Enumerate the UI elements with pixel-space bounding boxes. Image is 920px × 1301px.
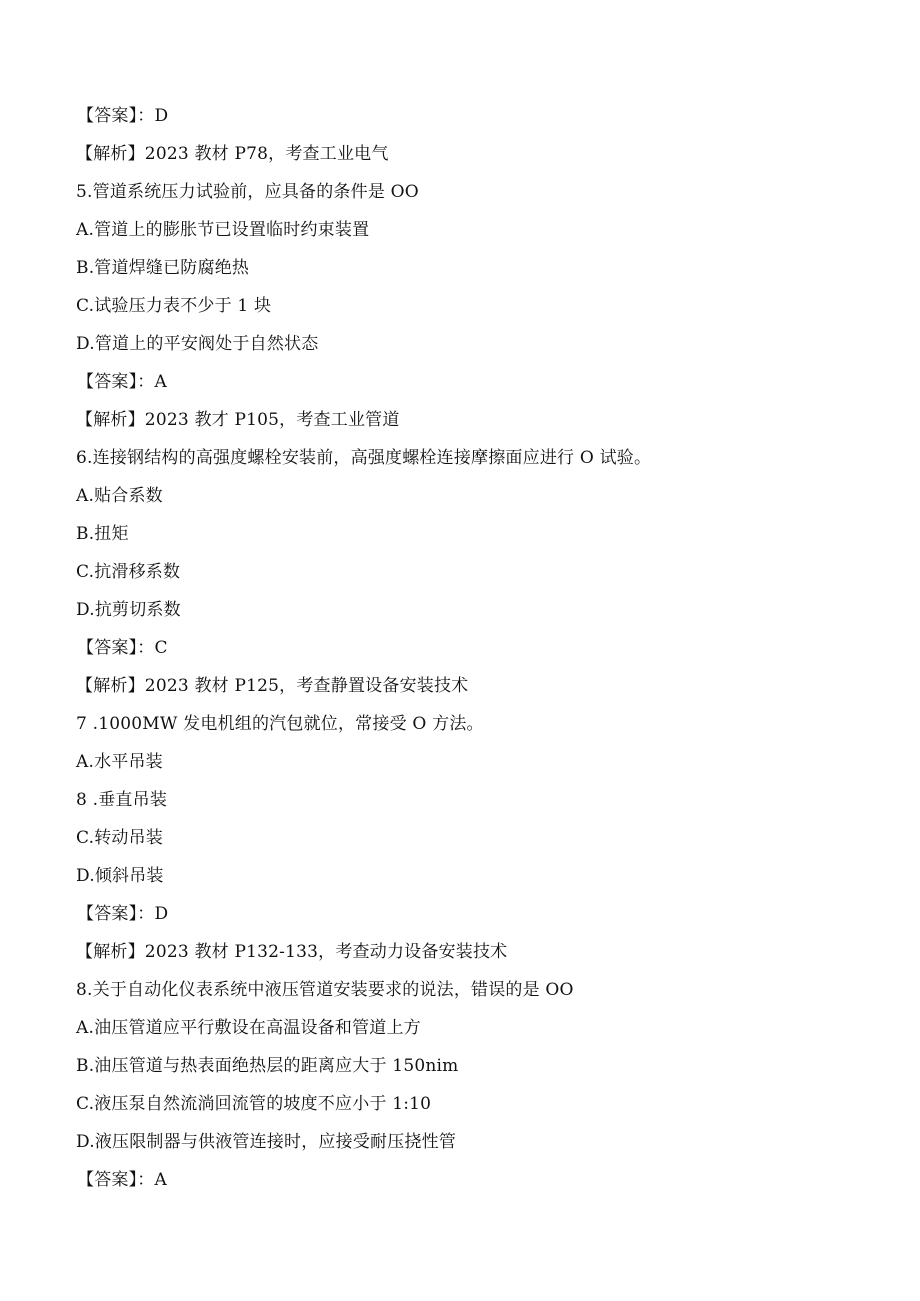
option-b: B.管道焊缝已防腐绝热 [76, 258, 250, 278]
option-d: D.抗剪切系数 [76, 600, 181, 620]
option-c: C.转动吊装 [76, 828, 164, 848]
document-body [76, 104, 896, 1206]
option-a: A.贴合系数 [76, 486, 163, 506]
question-6: 6.连接钢结构的高强度螺栓安装前，高强度螺栓连接摩擦面应进行 O 试验。 [76, 448, 652, 468]
question-5: 5.管道系统压力试验前，应具备的条件是 OO [76, 182, 419, 202]
option-b: B.扭矩 [76, 524, 129, 544]
option-d: D.倾斜吊装 [76, 866, 164, 886]
explanation-line: 【解析】2023 教材 P132-133，考查动力设备安装技术 [76, 942, 508, 962]
question-8: 8.关于自动化仪表系统中液压管道安装要求的说法，错误的是 OO [76, 980, 574, 1000]
option-d: D.管道上的平安阀处于自然状态 [76, 334, 319, 354]
explanation-line: 【解析】2023 教才 P105，考查工业管道 [76, 410, 400, 430]
option-a: A.水平吊装 [76, 752, 163, 772]
question-7: 7 .1000MW 发电机组的汽包就位，常接受 O 方法。 [76, 714, 484, 734]
option-b: 8 .垂直吊装 [76, 790, 168, 810]
option-d: D.液压限制器与供液管连接时，应接受耐压挠性管 [76, 1132, 457, 1152]
answer-line: 【答案】：D [77, 106, 169, 126]
option-c: C.液压泵自然流淌回流管的坡度不应小于 1:10 [76, 1094, 432, 1114]
explanation-line: 【解析】2023 教材 P125，考查静置设备安装技术 [76, 676, 469, 696]
answer-line: 【答案】：A [77, 372, 167, 392]
answer-line: 【答案】：A [77, 1170, 167, 1190]
option-c: C.试验压力表不少于 1 块 [76, 296, 272, 316]
explanation-line: 【解析】2023 教材 P78，考查工业电气 [76, 144, 389, 164]
option-a: A.油压管道应平行敷设在高温设备和管道上方 [76, 1018, 421, 1038]
answer-line: 【答案】：C [77, 638, 168, 658]
option-a: A.管道上的膨胀节已设置临时约束装置 [76, 220, 370, 240]
option-c: C.抗滑移系数 [76, 562, 181, 582]
option-b: B.油压管道与热表面绝热层的距离应大于 150nim [76, 1056, 459, 1076]
answer-line: 【答案】：D [77, 904, 169, 924]
